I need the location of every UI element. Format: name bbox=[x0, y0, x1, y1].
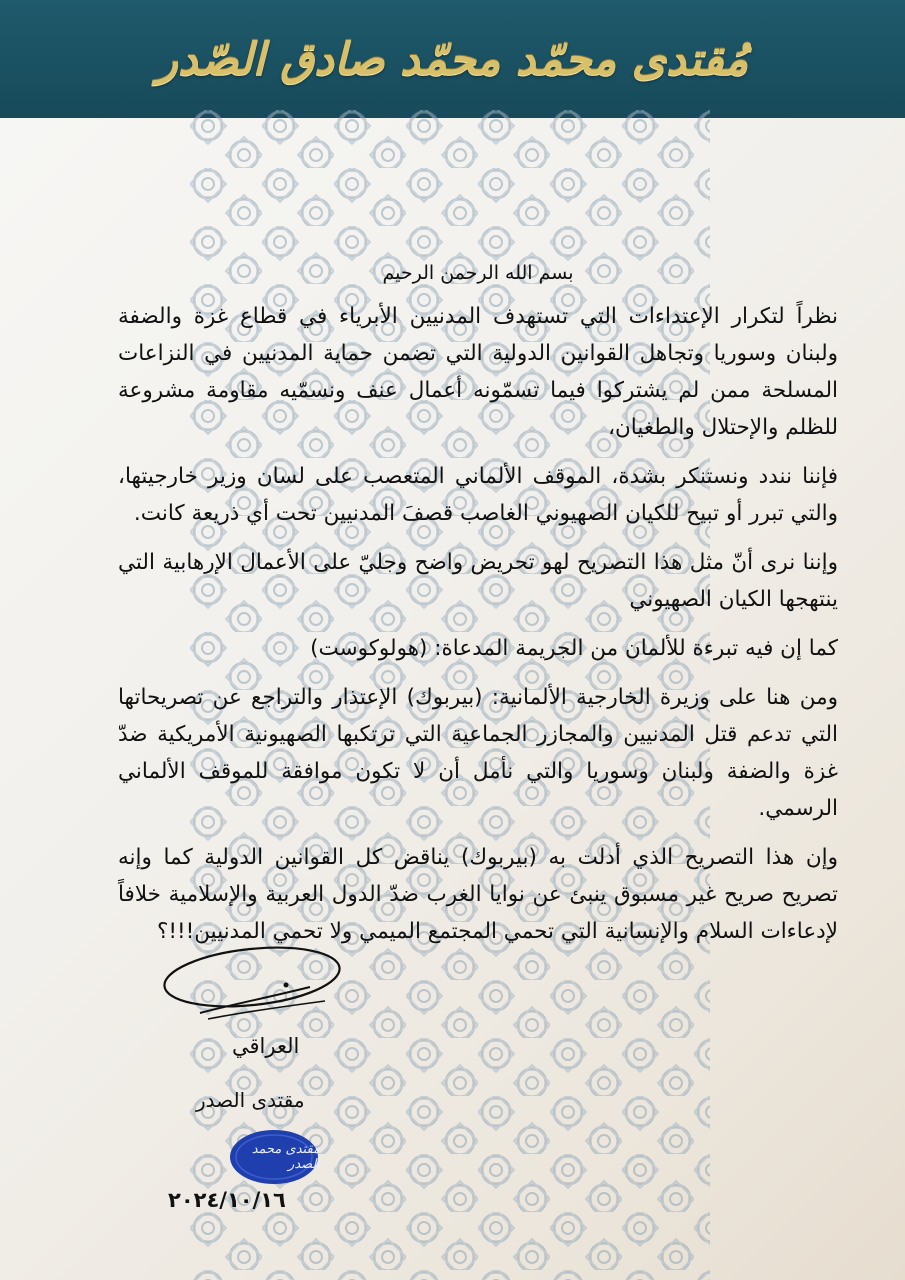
paragraph-2: فإننا نندد ونستنكر بشدة، الموقف الألماني المتعصب على لسان وزير خارجيتها، والتي تبرر أو تبيح للكيان الصهيوني الغاصب قصفَ المدنيين تحت أي ذريعة كانت. bbox=[118, 464, 838, 526]
signer-name: مقتدى الصدر bbox=[196, 1088, 305, 1112]
signer-title: العراقي bbox=[232, 1034, 300, 1058]
letter-body bbox=[118, 262, 838, 962]
paragraph-6: وإن هذا التصريح الذي أدلت به (بيربوك) يناقض كل القوانين الدولية كما وإنه تصريح صريح غير مسبوق ينبئ عن نوايا الغرب ضدّ الدول العربية والإسلامية خلافاً لإدعاءات السلام والإنسانية التي تحمي المجتمع الميمي ولا تحمي المدنيين!!!؟ bbox=[118, 845, 838, 944]
paragraph-3: وإننا نرى أنّ مثل هذا التصريح لهو تحريض واضح وجليّ على الأعمال الإرهابية التي ينتهجها الكيان الصهيوني bbox=[118, 550, 838, 612]
seal-inscription: مقتدى محمد الصدر bbox=[251, 1142, 320, 1172]
paragraph-1: نظراً لتكرار الإعتداءات التي تستهدف المدنيين الأبرياء في قطاع غزة والضفة ولبنان وسوريا وتجاهل القوانين الدولية التي تضمن حماية المدنيين في النزاعات المسلحة ممن لم يشتركوا فيما تسمّونه أعمال عنف ونسمّيه مقاومة مشروعة للظلم والإحتلال والطغيان، bbox=[118, 304, 838, 440]
letter-date: ٢٠٢٤/١٠/١٦ bbox=[168, 1188, 286, 1212]
handwritten-signature bbox=[160, 935, 380, 1025]
letterhead-title: مُقتدى محمّد محمّد صادق الصّدر bbox=[156, 33, 749, 85]
letterhead-banner bbox=[0, 0, 905, 118]
paragraph-4: كما إن فيه تبرءة للألمان من الجريمة المدعاة: (هولوكوست) bbox=[310, 636, 838, 661]
basmala: بسم الله الرحمن الرحيم bbox=[382, 262, 574, 284]
paragraph-5: ومن هنا على وزيرة الخارجية الألمانية: (بيربوك) الإعتذار والتراجع عن تصريحاتها التي تدعم قتل المدنيين والمجازر الجماعية التي ترتكبها الصهيونية الأمريكية ضدّ غزة والضفة ولبنان وسوريا والتي نأمل أن لا تكون موافقة للموقف الألماني الرسمي. bbox=[118, 685, 838, 821]
